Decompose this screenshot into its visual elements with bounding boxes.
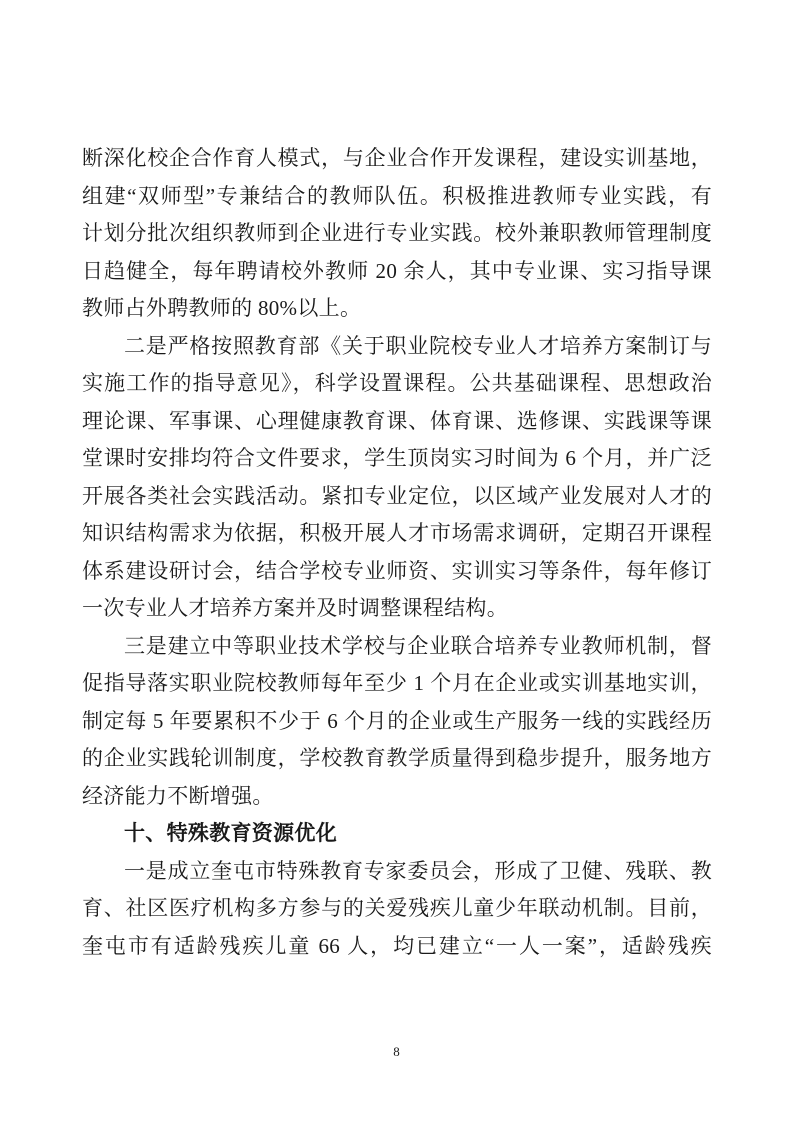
text-line: 体系建设研讨会，结合学校专业师资、实训实习等条件，每年修订 [82,558,712,583]
text-line: 教师占外聘教师的 80%以上。 [82,296,362,320]
text-line: 断深化校企合作育人模式，与企业合作开发课程，建设实训基地， [82,146,712,170]
text-line: 一是成立奎屯市特殊教育专家委员会，形成了卫健、残联、教 [124,858,712,883]
text-line: 奎屯市有适龄残疾儿童 66 人，均已建立“一人一案”，适龄残疾 [82,933,712,958]
text-line: 组建“双师型”专兼结合的教师队伍。积极推进教师专业实践，有 [82,183,712,208]
text-line: 实施工作的指导意见》，科学设置课程。公共基础课程、思想政治 [82,371,712,395]
text-line: 的企业实践轮训制度，学校教育教学质量得到稳步提升，服务地方 [82,746,712,770]
text-line: 堂课时安排均符合文件要求，学生顶岗实习时间为 6 个月，并广泛 [82,446,712,470]
page-footer [0,1043,793,1122]
text-line: 制定每 5 年要累积不少于 6 个月的企业或生产服务一线的实践经历 [82,708,712,733]
text-line: 三是建立中等职业技术学校与企业联合培养专业教师机制，督 [124,633,712,658]
text-line: 计划分批次组织教师到企业进行专业实践。校外兼职教师管理制度 [82,221,712,245]
section-heading: 十、特殊教育资源优化 [124,822,337,845]
text-line: 理论课、军事课、心理健康教育课、体育课、选修课、实践课等课 [82,408,712,433]
text-line: 育、社区医疗机构多方参与的关爱残疾儿童少年联动机制。目前， [82,896,712,920]
text-line: 经济能力不断增强。 [82,783,274,808]
text-line: 一次专业人才培养方案并及时调整课程结构。 [82,596,508,620]
document-body [82,140,712,965]
text-line: 日趋健全，每年聘请校外教师 20 余人，其中专业课、实习指导课 [82,258,712,283]
text-line: 促指导落实职业院校教师每年至少 1 个月在企业或实训基地实训， [82,671,712,695]
text-line: 开展各类社会实践活动。紧扣专业定位，以区域产业发展对人才的 [82,483,712,508]
page-number: 8 [393,1044,400,1059]
text-line: 知识结构需求为依据，积极开展人才市场需求调研，定期召开课程 [82,521,712,545]
text-line: 二是严格按照教育部《关于职业院校专业人才培养方案制订与 [124,333,712,358]
